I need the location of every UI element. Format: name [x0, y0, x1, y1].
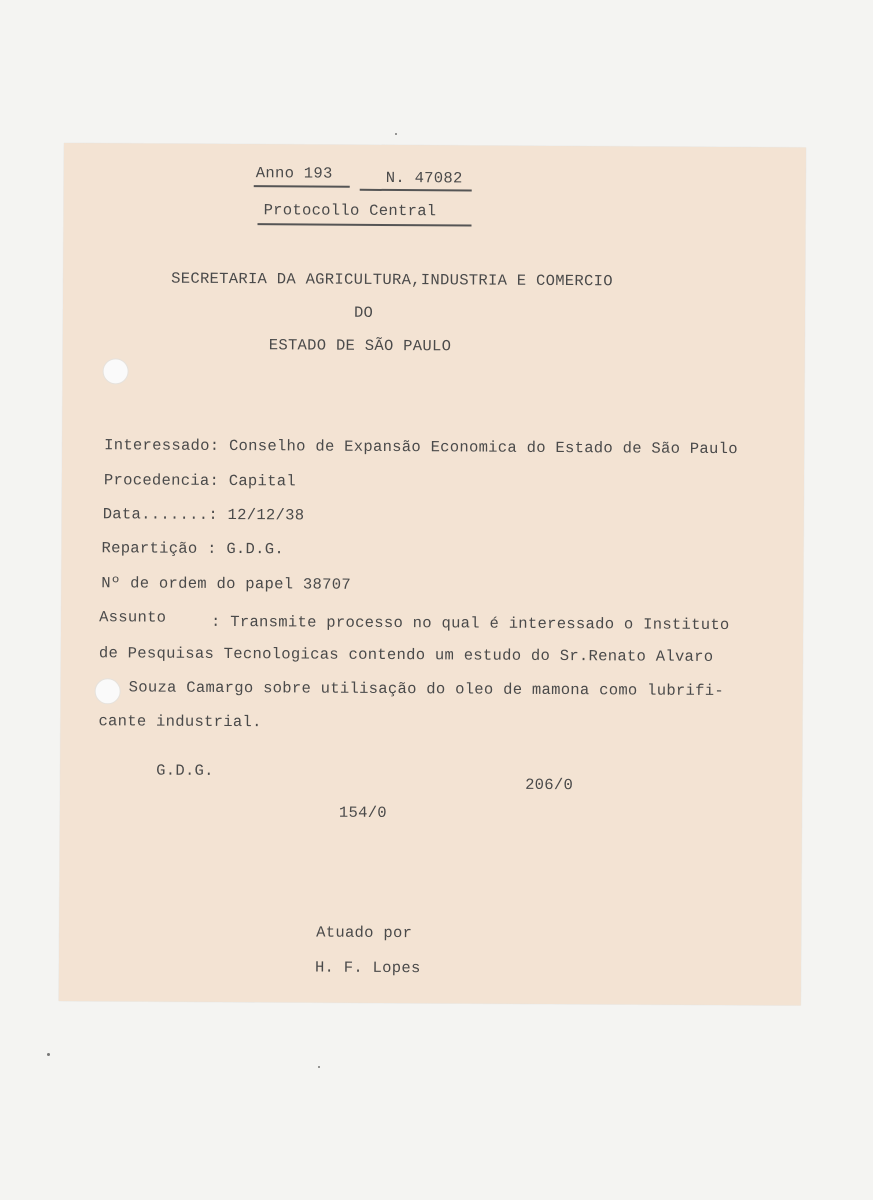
dust-speck: [47, 1053, 50, 1056]
document-sheet: [59, 143, 806, 1006]
assunto-label: Assunto: [99, 608, 167, 627]
code-154: 154/0: [338, 803, 387, 822]
secretaria-title: SECRETARIA DA AGRICULTURA,INDUSTRIA E COMERCIO: [171, 269, 613, 291]
protocol-title: Protocollo Central: [263, 201, 437, 221]
assunto-line-3: Souza Camargo sobre utilisação do oleo de mamona como lubrifi-: [128, 678, 725, 701]
title-do: DO: [353, 303, 374, 322]
field-procedencia: Procedencia: Capital: [103, 471, 297, 491]
anno-underline: [254, 185, 350, 187]
field-reparticao: Repartição : G.D.G.: [101, 539, 285, 559]
code-206: 206/0: [525, 775, 574, 795]
dust-speck: [395, 133, 397, 135]
anno-label: Anno 193: [255, 164, 333, 183]
number-underline: [360, 189, 472, 191]
punch-hole: [103, 358, 129, 384]
assunto-line-4: cante industrial.: [98, 712, 262, 732]
signer-name: H. F. Lopes: [314, 958, 421, 978]
atuado-por: Atuado por: [316, 923, 413, 943]
field-ordem: Nº de ordem do papel 38707: [101, 574, 352, 594]
assunto-line-2: de Pesquisas Tecnologicas contendo um estudo do Sr.Renato Alvaro: [98, 644, 714, 666]
title-estado: ESTADO DE SÃO PAULO: [268, 336, 452, 356]
dust-speck: [318, 1066, 320, 1068]
field-data: Data.......: 12/12/38: [102, 505, 305, 525]
field-interessado: Interessado: Conselho de Expansão Economica do Estado de São Paulo: [104, 436, 738, 459]
assunto-line-1: : Transmite processo no qual é interessado o Instituto: [211, 612, 730, 635]
code-gdg: G.D.G.: [156, 761, 214, 780]
protocol-underline: [258, 223, 472, 226]
protocol-number: N. 47082: [385, 168, 463, 188]
punch-hole: [95, 678, 121, 704]
